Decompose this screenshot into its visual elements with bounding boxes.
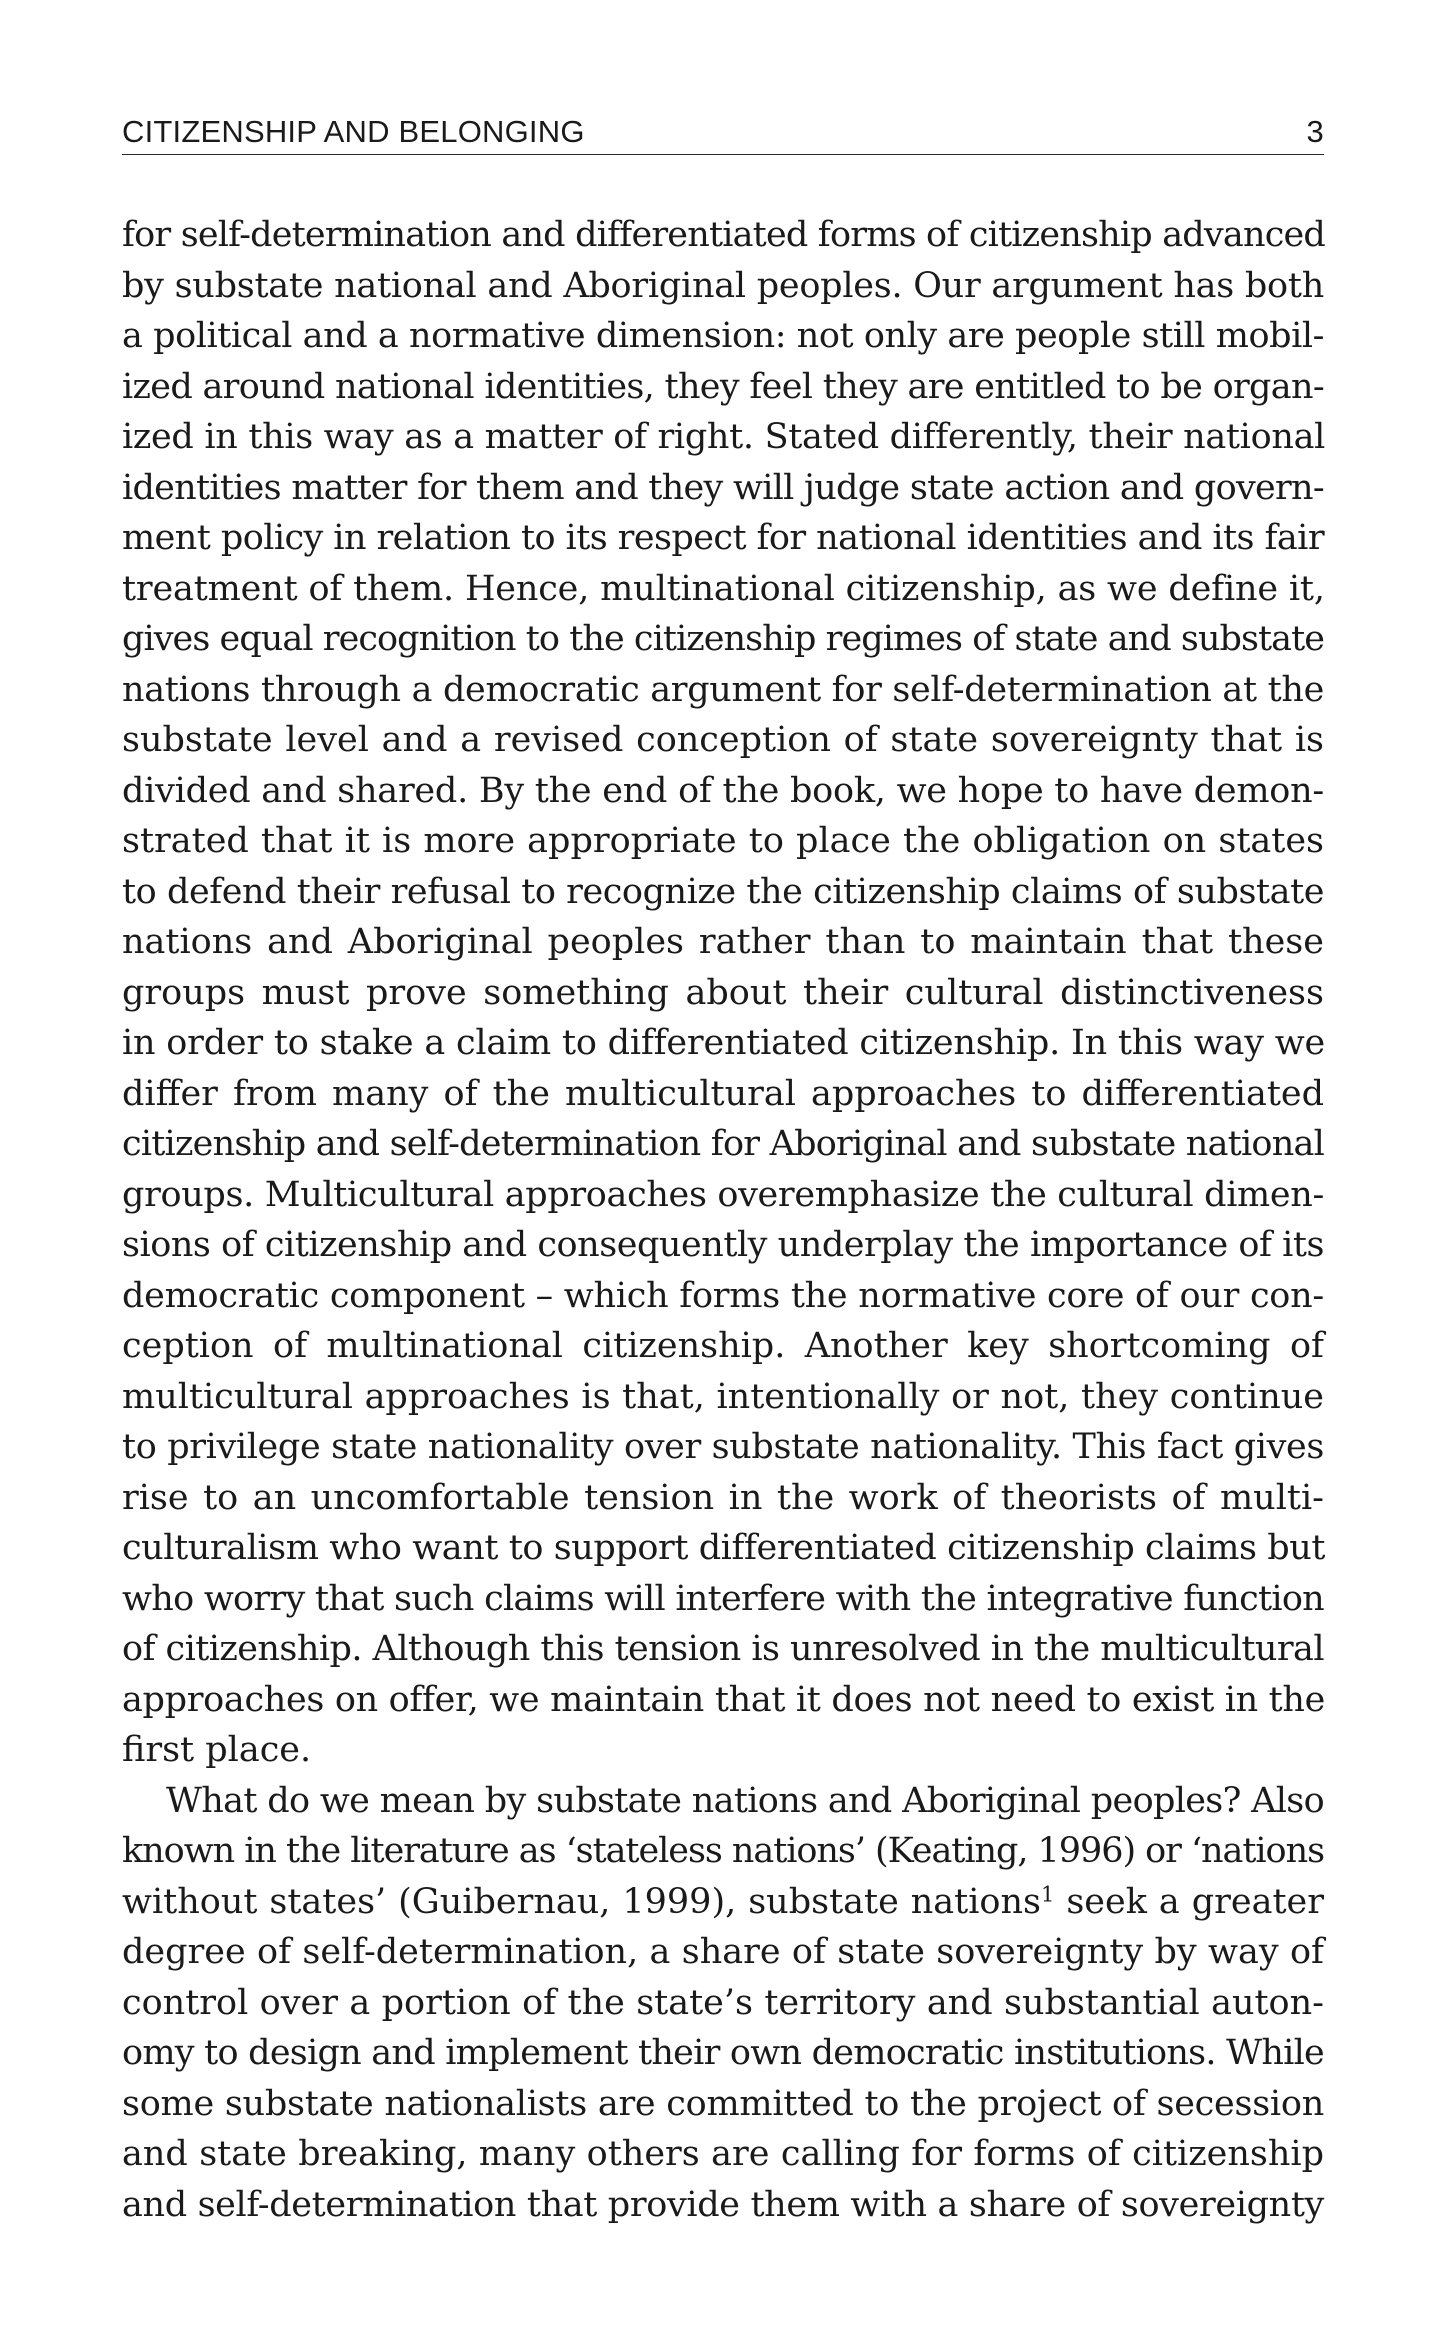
text-line: approaches on offer, we maintain that it does not need to exist in the [122,1679,1326,1720]
text-line: nations and Aboriginal peoples rather than to maintain that these [122,922,1324,962]
text-line: identities matter for them and they will judge state action and govern- [122,467,1324,508]
paragraph-1 [122,210,1324,1776]
text-line: culturalism who want to support differentiated citizenship claims but [122,1528,1326,1568]
text-line: nations through a democratic argument for self-determination at the [122,669,1324,710]
text-segment: without states’ (Guibernau, 1999), substate nations [122,1881,1041,1922]
page-number: 3 [1306,114,1324,149]
text-line: and self-determination that provide them with a share of sovereignty [122,2184,1324,2225]
text-line: democratic component – which forms the normative core of our con- [122,1275,1324,1316]
text-line: rise to an uncomfortable tension in the work of theorists of multi- [122,1477,1324,1518]
text-line: to defend their refusal to recognize the citizenship claims of substate [122,871,1324,912]
text-line: who worry that such claims will interfere with the integrative function [122,1578,1324,1619]
text-line: What do we mean by substate nations and Aboriginal peoples? Also [166,1780,1324,1821]
text-line: first place. [122,1730,312,1770]
text-line: differ from many of the multicultural approaches to differentiated [122,1073,1324,1114]
text-line: for self-determination and differentiated forms of citizenship advanced [122,215,1326,255]
running-header [122,112,1324,155]
text-line: known in the literature as ‘stateless nations’ (Keating, 1996) or ‘nations [122,1831,1324,1871]
text-line: some substate nationalists are committed to the project of secession [122,2083,1324,2124]
text-line: ment policy in relation to its respect for national identities and its fair [122,518,1324,558]
text-line: substate level and a revised conception of state sovereignty that is [122,720,1324,760]
text-line: citizenship and self-determination for Aboriginal and substate national [122,1124,1324,1164]
text-line: in order to stake a claim to differentiated citizenship. In this way we [122,1023,1326,1063]
text-line: multicultural approaches is that, intentionally or not, they continue [122,1376,1324,1417]
text-line: groups must prove something about their cultural distinctiveness [122,972,1324,1013]
body-text [122,210,1324,2230]
text-line: gives equal recognition to the citizenship regimes of state and substate [122,619,1324,659]
text-line: sions of citizenship and consequently underplay the importance of its [122,1225,1324,1265]
text-line: of citizenship. Although this tension is unresolved in the multicultural [122,1629,1324,1669]
text-line: and state breaking, many others are calling for forms of citizenship [122,2134,1324,2174]
text-line: degree of self-determination, a share of state sovereignty by way of [122,1932,1324,1972]
paragraph-2 [122,1776,1324,2231]
text-line: control over a portion of the state’s territory and substantial auton- [122,1982,1324,2023]
text-line: treatment of them. Hence, multinational citizenship, as we define it, [122,568,1325,609]
text-segment: seek a greater [1054,1881,1324,1922]
text-line: groups. Multicultural approaches overemphasize the cultural dimen- [122,1174,1324,1215]
text-line: omy to design and implement their own democratic institutions. While [122,2033,1324,2073]
text-line: divided and shared. By the end of the book, we hope to have demon- [122,770,1324,811]
text-line: ized in this way as a matter of right. Stated differently, their national [122,417,1326,457]
text-line-with-footnote [122,1877,1324,1928]
footnote-marker[interactable]: 1 [1041,1881,1055,1906]
text-line: a political and a normative dimension: not only are people still mobil- [122,316,1325,356]
text-line: strated that it is more appropriate to place the obligation on states [122,821,1324,861]
text-line: ized around national identities, they feel they are entitled to be organ- [122,366,1324,407]
running-head-title: CITIZENSHIP AND BELONGING [122,114,585,149]
text-line: to privilege state nationality over substate nationality. This fact gives [122,1427,1324,1467]
text-line: ception of multinational citizenship. Another key shortcoming of [122,1326,1324,1366]
text-line: by substate national and Aboriginal peoples. Our argument has both [122,265,1324,306]
